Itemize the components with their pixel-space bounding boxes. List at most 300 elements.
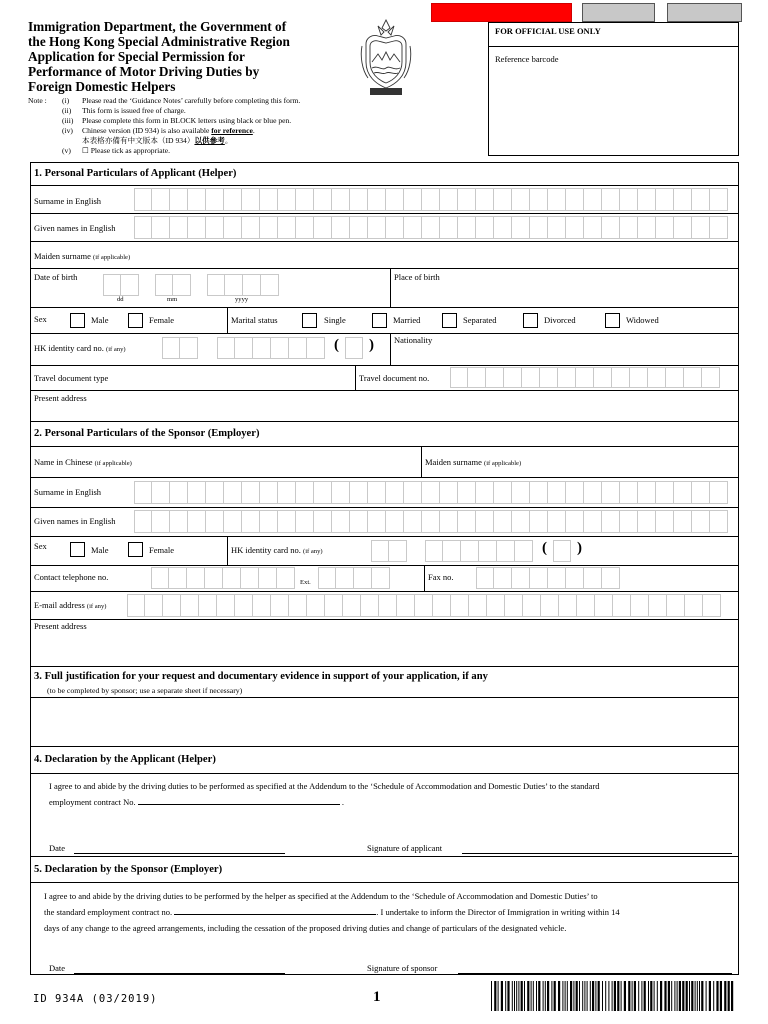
- char-box[interactable]: [523, 594, 541, 617]
- hksar-crest-icon: [358, 16, 414, 98]
- char-box[interactable]: [260, 188, 278, 211]
- char-box[interactable]: [602, 481, 620, 504]
- char-box[interactable]: [566, 567, 584, 589]
- char-box[interactable]: [350, 216, 368, 239]
- char-box[interactable]: [674, 188, 692, 211]
- char-box[interactable]: [155, 274, 173, 296]
- char-box[interactable]: [181, 594, 199, 617]
- char-box[interactable]: [224, 216, 242, 239]
- char-box[interactable]: [404, 481, 422, 504]
- barcode-bar: [706, 981, 707, 1011]
- checkbox-married[interactable]: [372, 313, 387, 328]
- char-box[interactable]: [522, 367, 540, 388]
- char-box[interactable]: [566, 510, 584, 533]
- char-box[interactable]: [674, 481, 692, 504]
- char-box[interactable]: [422, 510, 440, 533]
- char-box[interactable]: [260, 481, 278, 504]
- char-box[interactable]: [235, 594, 253, 617]
- input-helper-date[interactable]: [74, 853, 285, 854]
- char-box[interactable]: [584, 216, 602, 239]
- char-box[interactable]: [253, 594, 271, 617]
- char-box[interactable]: [345, 337, 363, 359]
- barcode-bar: [716, 981, 718, 1011]
- char-box[interactable]: [314, 216, 332, 239]
- char-box[interactable]: [271, 337, 289, 359]
- char-box[interactable]: [260, 216, 278, 239]
- declaration-sponsor-line-2b: . I undertake to inform the Director of Immigration in writing within 14: [376, 907, 620, 917]
- input-given-names[interactable]: [134, 216, 728, 239]
- char-box[interactable]: [548, 216, 566, 239]
- input-sponsor-hkid-digits[interactable]: [425, 540, 533, 562]
- section-4-title: 4. Declaration by the Applicant (Helper): [34, 754, 216, 765]
- char-box[interactable]: [703, 594, 721, 617]
- note-text-chinese: 本表格亦備有中文版本（ID 934）: [82, 135, 195, 145]
- char-box[interactable]: [422, 481, 440, 504]
- char-box[interactable]: [205, 567, 223, 589]
- char-box[interactable]: [296, 216, 314, 239]
- grey-button-2[interactable]: [667, 3, 742, 22]
- barcode-bar: [612, 981, 613, 1011]
- char-box[interactable]: [404, 216, 422, 239]
- input-sponsor-signature[interactable]: [458, 973, 732, 974]
- char-box[interactable]: [512, 567, 530, 589]
- char-box[interactable]: [224, 188, 242, 211]
- char-box[interactable]: [307, 594, 325, 617]
- checkbox-single[interactable]: [302, 313, 317, 328]
- char-box[interactable]: [458, 216, 476, 239]
- char-box[interactable]: [548, 510, 566, 533]
- barcode-bar: [689, 981, 690, 1011]
- char-box[interactable]: [494, 567, 512, 589]
- char-box[interactable]: [656, 216, 674, 239]
- char-box[interactable]: [241, 567, 259, 589]
- char-box[interactable]: [638, 481, 656, 504]
- char-box[interactable]: [602, 510, 620, 533]
- char-box[interactable]: [612, 367, 630, 388]
- char-box[interactable]: [548, 567, 566, 589]
- char-box[interactable]: [170, 481, 188, 504]
- char-box[interactable]: [576, 367, 594, 388]
- char-box[interactable]: [134, 510, 152, 533]
- char-box[interactable]: [368, 188, 386, 211]
- char-box[interactable]: [188, 188, 206, 211]
- char-box[interactable]: [458, 188, 476, 211]
- char-box[interactable]: [461, 540, 479, 562]
- char-box[interactable]: [225, 274, 243, 296]
- char-box[interactable]: [692, 216, 710, 239]
- char-box[interactable]: [278, 188, 296, 211]
- input-contact-telephone[interactable]: [151, 567, 295, 589]
- char-box[interactable]: [134, 481, 152, 504]
- char-box[interactable]: [386, 216, 404, 239]
- char-box[interactable]: [354, 567, 372, 589]
- barcode-bar: [582, 981, 583, 1011]
- char-box[interactable]: [450, 367, 468, 388]
- char-box[interactable]: [440, 510, 458, 533]
- char-box[interactable]: [386, 481, 404, 504]
- char-box[interactable]: [558, 367, 576, 388]
- char-box[interactable]: [336, 567, 354, 589]
- char-box[interactable]: [224, 510, 242, 533]
- barcode-bar: [545, 981, 546, 1011]
- char-box[interactable]: [479, 540, 497, 562]
- char-box[interactable]: [261, 274, 279, 296]
- form-code: ID 934A (03/2019): [33, 993, 158, 1005]
- input-surname[interactable]: [134, 188, 728, 211]
- char-box[interactable]: [318, 567, 336, 589]
- char-box[interactable]: [692, 188, 710, 211]
- char-box[interactable]: [505, 594, 523, 617]
- char-box[interactable]: [649, 594, 667, 617]
- char-box[interactable]: [666, 367, 684, 388]
- input-applicant-signature[interactable]: [462, 853, 732, 854]
- char-box[interactable]: [289, 594, 307, 617]
- char-box[interactable]: [458, 510, 476, 533]
- char-box[interactable]: [476, 567, 494, 589]
- char-box[interactable]: [243, 274, 261, 296]
- char-box[interactable]: [458, 481, 476, 504]
- char-box[interactable]: [530, 510, 548, 533]
- char-box[interactable]: [278, 216, 296, 239]
- input-sponsor-given-names[interactable]: [134, 510, 728, 533]
- char-box[interactable]: [451, 594, 469, 617]
- char-box[interactable]: [476, 510, 494, 533]
- char-box[interactable]: [512, 510, 530, 533]
- input-sponsor-hkid-prefix[interactable]: [371, 540, 407, 562]
- char-box[interactable]: [638, 216, 656, 239]
- header-line-5: Foreign Domestic Helpers: [28, 79, 176, 94]
- char-box[interactable]: [278, 510, 296, 533]
- char-box[interactable]: [235, 337, 253, 359]
- grey-button-1[interactable]: [582, 3, 655, 22]
- char-box[interactable]: [187, 567, 205, 589]
- char-box[interactable]: [613, 594, 631, 617]
- maiden-note: (if applicable): [484, 460, 522, 467]
- char-box[interactable]: [602, 188, 620, 211]
- hkid-check-open-paren: (: [334, 337, 339, 353]
- char-box[interactable]: [602, 567, 620, 589]
- char-box[interactable]: [602, 216, 620, 239]
- char-box[interactable]: [188, 481, 206, 504]
- char-box[interactable]: [224, 481, 242, 504]
- char-box[interactable]: [350, 188, 368, 211]
- char-box[interactable]: [584, 188, 602, 211]
- char-box[interactable]: [468, 367, 486, 388]
- char-box[interactable]: [548, 188, 566, 211]
- char-box[interactable]: [710, 216, 728, 239]
- char-box[interactable]: [242, 510, 260, 533]
- char-box[interactable]: [163, 594, 181, 617]
- char-box[interactable]: [296, 510, 314, 533]
- barcode-bar: [638, 981, 639, 1011]
- char-box[interactable]: [289, 337, 307, 359]
- label-sponsor-date: Date: [49, 963, 66, 973]
- checkbox-sponsor-female[interactable]: [128, 542, 143, 557]
- char-box[interactable]: [379, 594, 397, 617]
- char-box[interactable]: [372, 567, 390, 589]
- char-box[interactable]: [152, 481, 170, 504]
- char-box[interactable]: [332, 188, 350, 211]
- barcode-bar: [565, 981, 566, 1011]
- char-box[interactable]: [530, 216, 548, 239]
- input-fax-no[interactable]: [476, 567, 620, 589]
- char-box[interactable]: [487, 594, 505, 617]
- char-box[interactable]: [188, 510, 206, 533]
- char-box[interactable]: [415, 594, 433, 617]
- char-box[interactable]: [368, 481, 386, 504]
- char-box[interactable]: [371, 540, 389, 562]
- char-box[interactable]: [494, 481, 512, 504]
- char-box[interactable]: [260, 510, 278, 533]
- char-box[interactable]: [314, 188, 332, 211]
- char-box[interactable]: [494, 216, 512, 239]
- char-box[interactable]: [541, 594, 559, 617]
- char-box[interactable]: [404, 188, 422, 211]
- char-box[interactable]: [425, 540, 443, 562]
- char-box[interactable]: [368, 216, 386, 239]
- char-box[interactable]: [440, 481, 458, 504]
- char-box[interactable]: [188, 216, 206, 239]
- checkbox-separated[interactable]: [442, 313, 457, 328]
- char-box[interactable]: [476, 216, 494, 239]
- char-box[interactable]: [386, 510, 404, 533]
- char-box[interactable]: [206, 510, 224, 533]
- input-sponsor-contract-no[interactable]: [174, 904, 376, 915]
- char-box[interactable]: [152, 510, 170, 533]
- checkbox-sponsor-male[interactable]: [70, 542, 85, 557]
- char-box[interactable]: [259, 567, 277, 589]
- char-box[interactable]: [121, 274, 139, 296]
- char-box[interactable]: [553, 540, 571, 562]
- char-box[interactable]: [103, 274, 121, 296]
- input-dob-yyyy[interactable]: [207, 274, 279, 296]
- char-box[interactable]: [433, 594, 451, 617]
- char-box[interactable]: [152, 188, 170, 211]
- char-box[interactable]: [638, 188, 656, 211]
- char-box[interactable]: [710, 481, 728, 504]
- char-box[interactable]: [566, 481, 584, 504]
- char-box[interactable]: [577, 594, 595, 617]
- char-box[interactable]: [296, 481, 314, 504]
- char-box[interactable]: [674, 510, 692, 533]
- char-box[interactable]: [170, 216, 188, 239]
- char-box[interactable]: [307, 337, 325, 359]
- char-box[interactable]: [332, 510, 350, 533]
- label-marital-status: Marital status: [231, 315, 278, 325]
- char-box[interactable]: [152, 216, 170, 239]
- char-box[interactable]: [443, 540, 461, 562]
- char-box[interactable]: [530, 481, 548, 504]
- checkbox-female[interactable]: [128, 313, 143, 328]
- input-email[interactable]: [127, 594, 721, 617]
- char-box[interactable]: [180, 337, 198, 359]
- label-sponsor-surname: Surname in English: [34, 487, 102, 497]
- declaration-helper-line-2: employment contract No.: [49, 797, 136, 807]
- char-box[interactable]: [685, 594, 703, 617]
- char-box[interactable]: [566, 188, 584, 211]
- char-box[interactable]: [314, 481, 332, 504]
- char-box[interactable]: [170, 188, 188, 211]
- input-hkid-check-digit[interactable]: [345, 337, 363, 359]
- char-box[interactable]: [631, 594, 649, 617]
- label-place-of-birth: Place of birth: [394, 272, 440, 282]
- char-box[interactable]: [368, 510, 386, 533]
- char-box[interactable]: [145, 594, 163, 617]
- note-number: (v): [62, 145, 71, 155]
- char-box[interactable]: [620, 216, 638, 239]
- char-box[interactable]: [253, 337, 271, 359]
- char-box[interactable]: [648, 367, 666, 388]
- input-hkid-digits[interactable]: [217, 337, 325, 359]
- char-box[interactable]: [404, 510, 422, 533]
- checkbox-male[interactable]: [70, 313, 85, 328]
- char-box[interactable]: [389, 540, 407, 562]
- char-box[interactable]: [314, 510, 332, 533]
- char-box[interactable]: [497, 540, 515, 562]
- input-sponsor-surname[interactable]: [134, 481, 728, 504]
- char-box[interactable]: [630, 367, 648, 388]
- char-box[interactable]: [710, 188, 728, 211]
- char-box[interactable]: [127, 594, 145, 617]
- char-box[interactable]: [223, 567, 241, 589]
- char-box[interactable]: [494, 510, 512, 533]
- char-box[interactable]: [566, 216, 584, 239]
- input-helper-contract-no[interactable]: [138, 794, 340, 805]
- official-use-box: [488, 22, 739, 156]
- char-box[interactable]: [512, 188, 530, 211]
- input-dob-dd[interactable]: [103, 274, 139, 296]
- input-justification[interactable]: [31, 698, 738, 745]
- char-box[interactable]: [217, 337, 235, 359]
- char-box[interactable]: [242, 216, 260, 239]
- char-box[interactable]: [422, 188, 440, 211]
- char-box[interactable]: [692, 481, 710, 504]
- char-box[interactable]: [494, 188, 512, 211]
- char-box[interactable]: [206, 481, 224, 504]
- char-box[interactable]: [170, 510, 188, 533]
- char-box[interactable]: [692, 510, 710, 533]
- input-sponsor-date[interactable]: [74, 973, 285, 974]
- char-box[interactable]: [332, 481, 350, 504]
- char-box[interactable]: [296, 188, 314, 211]
- char-box[interactable]: [684, 367, 702, 388]
- input-hkid-prefix[interactable]: [162, 337, 198, 359]
- char-box[interactable]: [134, 216, 152, 239]
- char-box[interactable]: [350, 481, 368, 504]
- char-box[interactable]: [584, 481, 602, 504]
- barcode-bar: [602, 981, 603, 1011]
- char-box[interactable]: [594, 367, 612, 388]
- char-box[interactable]: [271, 594, 289, 617]
- char-box[interactable]: [476, 188, 494, 211]
- char-box[interactable]: [277, 567, 295, 589]
- char-box[interactable]: [620, 188, 638, 211]
- char-box[interactable]: [397, 594, 415, 617]
- char-box[interactable]: [620, 481, 638, 504]
- char-box[interactable]: [530, 567, 548, 589]
- char-box[interactable]: [667, 594, 685, 617]
- char-box[interactable]: [134, 188, 152, 211]
- char-box[interactable]: [548, 481, 566, 504]
- char-box[interactable]: [674, 216, 692, 239]
- barcode-bar: [547, 981, 549, 1011]
- label-sponsor-maiden-surname: [425, 457, 521, 467]
- barcode-icon: [491, 981, 737, 1011]
- char-box[interactable]: [440, 188, 458, 211]
- char-box[interactable]: [242, 188, 260, 211]
- char-box[interactable]: [350, 510, 368, 533]
- barcode-bar: [682, 981, 684, 1011]
- char-box[interactable]: [702, 367, 720, 388]
- char-box[interactable]: [540, 367, 558, 388]
- char-box[interactable]: [620, 510, 638, 533]
- char-box[interactable]: [386, 188, 404, 211]
- char-box[interactable]: [361, 594, 379, 617]
- char-box[interactable]: [217, 594, 235, 617]
- char-box[interactable]: [476, 481, 494, 504]
- char-box[interactable]: [530, 188, 548, 211]
- char-box[interactable]: [151, 567, 169, 589]
- char-box[interactable]: [332, 216, 350, 239]
- char-box[interactable]: [162, 337, 180, 359]
- barcode-bar: [644, 981, 646, 1011]
- input-extension[interactable]: [318, 567, 390, 589]
- note-text: Chinese version (ID 934) is also available: [82, 125, 212, 135]
- char-box[interactable]: [199, 594, 217, 617]
- char-box[interactable]: [515, 540, 533, 562]
- char-box[interactable]: [584, 567, 602, 589]
- char-box[interactable]: [206, 216, 224, 239]
- input-dob-mm[interactable]: [155, 274, 191, 296]
- char-box[interactable]: [504, 367, 522, 388]
- maiden-note: (if applicable): [93, 254, 131, 261]
- note-text: 。: [224, 135, 233, 145]
- char-box[interactable]: [512, 481, 530, 504]
- char-box[interactable]: [169, 567, 187, 589]
- checkbox-divorced[interactable]: [523, 313, 538, 328]
- char-box[interactable]: [207, 274, 225, 296]
- char-box[interactable]: [422, 216, 440, 239]
- char-box[interactable]: [656, 510, 674, 533]
- char-box[interactable]: [559, 594, 577, 617]
- char-box[interactable]: [638, 510, 656, 533]
- submit-red-button[interactable]: [431, 3, 572, 22]
- char-box[interactable]: [206, 188, 224, 211]
- label-email: [34, 600, 106, 610]
- char-box[interactable]: [584, 510, 602, 533]
- char-box[interactable]: [656, 481, 674, 504]
- input-sponsor-hkid-check-digit[interactable]: [553, 540, 571, 562]
- char-box[interactable]: [656, 188, 674, 211]
- char-box[interactable]: [242, 481, 260, 504]
- checkbox-widowed[interactable]: [605, 313, 620, 328]
- char-box[interactable]: [343, 594, 361, 617]
- char-box[interactable]: [486, 367, 504, 388]
- char-box[interactable]: [278, 481, 296, 504]
- page-number: 1: [373, 989, 381, 1005]
- char-box[interactable]: [440, 216, 458, 239]
- char-box[interactable]: [595, 594, 613, 617]
- char-box[interactable]: [512, 216, 530, 239]
- char-box[interactable]: [710, 510, 728, 533]
- char-box[interactable]: [469, 594, 487, 617]
- label-present-address-helper: Present address: [34, 393, 87, 403]
- barcode-bar: [608, 981, 609, 1011]
- label-ext: Ext.: [300, 579, 311, 586]
- input-travel-document-no[interactable]: [450, 367, 720, 388]
- char-box[interactable]: [173, 274, 191, 296]
- char-box[interactable]: [325, 594, 343, 617]
